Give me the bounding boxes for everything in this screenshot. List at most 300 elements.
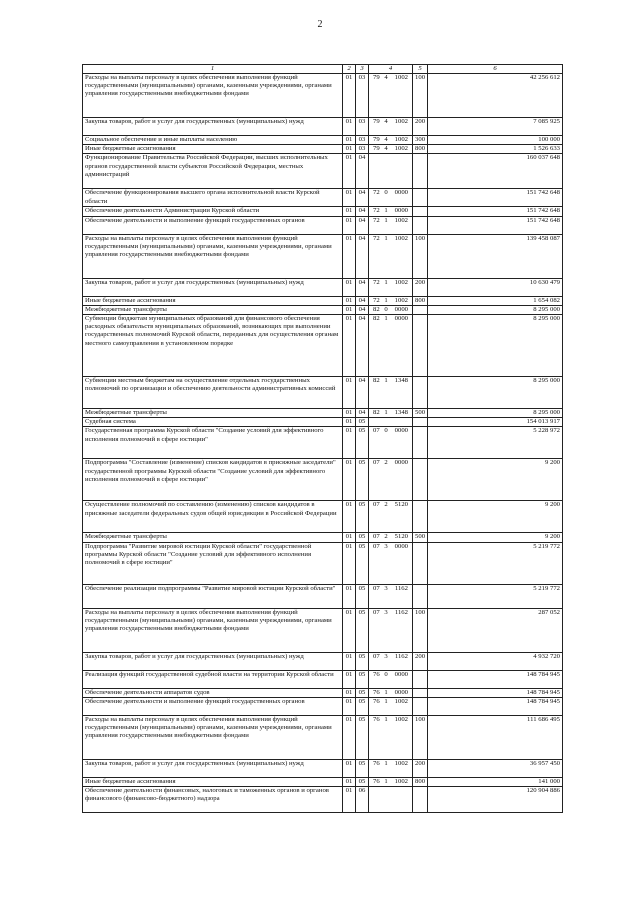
cell-csr-direction: 1002: [394, 278, 408, 286]
cell-name: Расходы на выплаты персоналу в целях обеспечения выполнения функций государственными (муниципальными) органами, казенными учреждениями, органами управления государственными внебюджетными фондами: [83, 715, 343, 759]
cell-csr: [369, 154, 413, 189]
cell-sum: 1 526 633: [428, 145, 563, 154]
cell-csr-subprogram: 0: [384, 427, 388, 435]
cell-rz: 01: [343, 697, 356, 715]
cell-name: Расходы на выплаты персоналу в целях обеспечения выполнения функций государственными (муниципальными) органами, казенными учреждениями, органами управления государственными внебюджетными фондами: [83, 74, 343, 118]
cell-rz: 01: [343, 278, 356, 296]
cell-csr-subprogram: 1: [384, 278, 388, 286]
cell-pr: 05: [356, 715, 369, 759]
cell-csr: [369, 697, 413, 715]
cell-vr: [413, 501, 428, 533]
cell-csr-subprogram: 0: [384, 189, 388, 197]
cell-name: Реализация функций государственной судебной власти на территории Курской области: [83, 670, 343, 688]
cell-vr: 300: [413, 136, 428, 145]
cell-pr: 06: [356, 787, 369, 813]
cell-csr-direction: 1002: [394, 216, 408, 224]
table-row: [83, 189, 563, 207]
cell-rz: 01: [343, 154, 356, 189]
cell-csr: [369, 278, 413, 296]
table-row: [83, 118, 563, 136]
cell-csr: [369, 305, 413, 314]
cell-csr-program: 76: [373, 670, 380, 678]
cell-csr-subprogram: 0: [384, 670, 388, 678]
cell-name: Подпрограмма "Развитие мировой юстиции Курской области" государственной программы Курской области "Создание условий для эффективного исполнения полномочий в сфере юстиции": [83, 542, 343, 584]
cell-sum: 160 037 648: [428, 154, 563, 189]
cell-vr: [413, 787, 428, 813]
table-row: [83, 409, 563, 418]
cell-csr-direction: 1162: [394, 584, 408, 592]
cell-sum: 148 784 945: [428, 697, 563, 715]
cell-sum: 151 742 648: [428, 216, 563, 234]
budget-table: [82, 64, 563, 813]
cell-sum: 151 742 648: [428, 207, 563, 216]
table-row: [83, 459, 563, 501]
cell-name: Закупка товаров, работ и услуг для государственных (муниципальных) нужд: [83, 118, 343, 136]
cell-sum: 9 200: [428, 501, 563, 533]
cell-sum: 148 784 945: [428, 670, 563, 688]
cell-csr-program: 07: [373, 608, 380, 616]
cell-pr: 05: [356, 533, 369, 542]
cell-csr-direction: 1002: [394, 759, 408, 767]
cell-rz: 01: [343, 777, 356, 786]
cell-csr-subprogram: 1: [384, 715, 388, 723]
cell-rz: 01: [343, 305, 356, 314]
cell-csr-subprogram: 1: [384, 409, 388, 417]
cell-name: Обеспечение деятельности Администрации Курской области: [83, 207, 343, 216]
cell-rz: 01: [343, 533, 356, 542]
cell-csr: [369, 216, 413, 234]
cell-sum: 287 052: [428, 608, 563, 652]
cell-name: Иные бюджетные ассигнования: [83, 145, 343, 154]
cell-csr-direction: 1348: [394, 409, 408, 417]
cell-vr: [413, 542, 428, 584]
cell-csr: [369, 145, 413, 154]
cell-rz: 01: [343, 74, 356, 118]
cell-name: Субвенции местным бюджетам на осуществление отдельных государственных полномочий по организации и обеспечению деятельности административных комиссий: [83, 377, 343, 409]
cell-csr-program: 07: [373, 501, 380, 509]
cell-csr-subprogram: 1: [384, 759, 388, 767]
cell-name: Иные бюджетные ассигнования: [83, 296, 343, 305]
cell-name: Функционирование Правительства Российской Федерации, высших исполнительных органов государственной власти субъектов Российской Федерации, местных администраций: [83, 154, 343, 189]
table-row: [83, 305, 563, 314]
cell-sum: 5 219 772: [428, 584, 563, 608]
cell-csr: [369, 315, 413, 377]
cell-csr-program: 79: [373, 145, 380, 153]
cell-csr-program: 07: [373, 459, 380, 467]
cell-csr-program: 72: [373, 216, 380, 224]
cell-pr: 05: [356, 759, 369, 777]
table-row: [83, 697, 563, 715]
table-row: [83, 418, 563, 427]
table-row: [83, 787, 563, 813]
cell-name: Подпрограмма "Составление (изменение) списков кандидатов в присяжные заседатели" государственной программы Курской области "Создание условий для эффективного исполнения полномочий в сфере юстиции": [83, 459, 343, 501]
cell-csr-direction: 1002: [394, 777, 408, 785]
table-row: [83, 154, 563, 189]
cell-csr-program: 76: [373, 759, 380, 767]
col-header-sum: 6: [428, 65, 563, 74]
cell-rz: 01: [343, 608, 356, 652]
cell-csr-direction: 0000: [394, 207, 408, 215]
table-row: [83, 216, 563, 234]
cell-sum: 111 686 495: [428, 715, 563, 759]
cell-csr-subprogram: 3: [384, 542, 388, 550]
cell-csr-program: 07: [373, 533, 380, 541]
cell-csr-program: 72: [373, 278, 380, 286]
cell-pr: 05: [356, 501, 369, 533]
table-header-row: [83, 65, 563, 74]
cell-csr: [369, 759, 413, 777]
cell-sum: 139 458 087: [428, 234, 563, 278]
cell-csr-program: 76: [373, 688, 380, 696]
cell-pr: 05: [356, 670, 369, 688]
cell-sum: 148 784 945: [428, 688, 563, 697]
cell-pr: 03: [356, 118, 369, 136]
cell-csr-direction: 0000: [394, 688, 408, 696]
cell-csr: [369, 715, 413, 759]
cell-csr-program: 82: [373, 315, 380, 323]
cell-csr-subprogram: 4: [384, 118, 388, 125]
cell-vr: [413, 459, 428, 501]
cell-csr: [369, 787, 413, 813]
cell-vr: [413, 216, 428, 234]
cell-sum: 36 957 450: [428, 759, 563, 777]
cell-csr-direction: 1002: [394, 715, 408, 723]
cell-rz: 01: [343, 418, 356, 427]
table-row: [83, 145, 563, 154]
cell-csr-subprogram: 1: [384, 688, 388, 696]
cell-csr-program: 76: [373, 697, 380, 705]
cell-name: Закупка товаров, работ и услуг для государственных (муниципальных) нужд: [83, 278, 343, 296]
cell-name: Межбюджетные трансферты: [83, 409, 343, 418]
cell-sum: 120 904 886: [428, 787, 563, 813]
col-header-rz: 2: [343, 65, 356, 74]
page-number: 2: [317, 19, 323, 30]
cell-sum: 151 742 648: [428, 189, 563, 207]
table-row: [83, 377, 563, 409]
cell-csr: [369, 136, 413, 145]
cell-csr: [369, 234, 413, 278]
cell-csr: [369, 207, 413, 216]
cell-csr-direction: 0000: [394, 305, 408, 313]
table-row: [83, 533, 563, 542]
cell-csr-subprogram: 0: [384, 305, 388, 313]
cell-pr: 04: [356, 296, 369, 305]
cell-csr-direction: 0000: [394, 542, 408, 550]
cell-rz: 01: [343, 377, 356, 409]
cell-rz: 01: [343, 759, 356, 777]
cell-rz: 01: [343, 118, 356, 136]
cell-csr-subprogram: 1: [384, 216, 388, 224]
cell-rz: 01: [343, 207, 356, 216]
cell-csr-subprogram: 1: [384, 697, 388, 705]
cell-name: Расходы на выплаты персоналу в целях обеспечения выполнения функций государственными (муниципальными) органами, казенными учреждениями, органами управления государственными внебюджетными фондами: [83, 234, 343, 278]
cell-name: Иные бюджетные ассигнования: [83, 777, 343, 786]
cell-csr-direction: 0000: [394, 189, 408, 197]
cell-pr: 05: [356, 418, 369, 427]
cell-rz: 01: [343, 688, 356, 697]
cell-rz: 01: [343, 501, 356, 533]
cell-csr-subprogram: 1: [384, 296, 388, 304]
cell-csr: [369, 377, 413, 409]
cell-csr-program: 07: [373, 584, 380, 592]
cell-csr-subprogram: 4: [384, 145, 388, 153]
cell-pr: 04: [356, 234, 369, 278]
cell-csr-program: 72: [373, 189, 380, 197]
cell-csr-program: 82: [373, 409, 380, 417]
cell-vr: 800: [413, 296, 428, 305]
cell-vr: 200: [413, 652, 428, 670]
cell-csr: [369, 670, 413, 688]
cell-vr: 100: [413, 608, 428, 652]
cell-csr-subprogram: 1: [384, 777, 388, 785]
cell-vr: 100: [413, 234, 428, 278]
cell-rz: 01: [343, 216, 356, 234]
cell-pr: 05: [356, 459, 369, 501]
cell-vr: [413, 377, 428, 409]
cell-sum: 154 013 917: [428, 418, 563, 427]
cell-pr: 03: [356, 136, 369, 145]
cell-csr: [369, 777, 413, 786]
table-row: [83, 584, 563, 608]
cell-sum: 10 630 479: [428, 278, 563, 296]
cell-csr-direction: 5120: [394, 533, 408, 541]
table-row: [83, 715, 563, 759]
table-row: [83, 234, 563, 278]
cell-vr: 500: [413, 533, 428, 542]
cell-csr-subprogram: 1: [384, 315, 388, 323]
cell-csr-direction: 1162: [394, 652, 408, 660]
cell-csr-program: 79: [373, 74, 380, 81]
table-row: [83, 136, 563, 145]
cell-csr-subprogram: 3: [384, 652, 388, 660]
cell-sum: 141 000: [428, 777, 563, 786]
cell-csr-subprogram: 1: [384, 377, 388, 385]
cell-vr: 100: [413, 715, 428, 759]
cell-pr: 05: [356, 688, 369, 697]
cell-name: Расходы на выплаты персоналу в целях обеспечения выполнения функций государственными (муниципальными) органами, казенными учреждениями, органами управления государственными внебюджетными фондами: [83, 608, 343, 652]
cell-name: Обеспечение деятельности аппаратов судов: [83, 688, 343, 697]
cell-rz: 01: [343, 670, 356, 688]
cell-pr: 04: [356, 305, 369, 314]
cell-csr-direction: 1002: [394, 296, 408, 304]
cell-csr: [369, 74, 413, 118]
cell-name: Обеспечение деятельности и выполнение функций государственных органов: [83, 697, 343, 715]
cell-vr: [413, 670, 428, 688]
cell-sum: 9 200: [428, 459, 563, 501]
table-row: [83, 207, 563, 216]
cell-sum: 4 932 720: [428, 652, 563, 670]
cell-rz: 01: [343, 296, 356, 305]
cell-vr: [413, 189, 428, 207]
cell-name: Осуществление полномочий по составлению (изменению) списков кандидатов в присяжные заседатели федеральных судов общей юрисдикции в Российской Федерации: [83, 501, 343, 533]
col-header-csr: 4: [369, 65, 413, 74]
cell-rz: 01: [343, 234, 356, 278]
table-row: [83, 74, 563, 118]
cell-csr-program: 79: [373, 136, 380, 143]
cell-csr-program: 79: [373, 118, 380, 125]
cell-rz: 01: [343, 715, 356, 759]
col-header-name: 1: [83, 65, 343, 74]
cell-rz: 01: [343, 409, 356, 418]
cell-name: Закупка товаров, работ и услуг для государственных (муниципальных) нужд: [83, 652, 343, 670]
cell-csr-direction: 5120: [394, 501, 408, 509]
cell-rz: 01: [343, 189, 356, 207]
cell-csr-program: 07: [373, 652, 380, 660]
cell-pr: 04: [356, 189, 369, 207]
cell-csr-direction: 1002: [394, 74, 408, 81]
cell-vr: [413, 688, 428, 697]
cell-sum: 8 295 000: [428, 315, 563, 377]
cell-rz: 01: [343, 787, 356, 813]
cell-csr-direction: 1162: [394, 608, 408, 616]
cell-rz: 01: [343, 459, 356, 501]
cell-name: Закупка товаров, работ и услуг для государственных (муниципальных) нужд: [83, 759, 343, 777]
cell-vr: 800: [413, 777, 428, 786]
cell-csr-subprogram: 1: [384, 207, 388, 215]
table-row: [83, 759, 563, 777]
cell-csr-program: 07: [373, 542, 380, 550]
cell-csr: [369, 189, 413, 207]
cell-rz: 01: [343, 427, 356, 459]
cell-csr: [369, 652, 413, 670]
table-row: [83, 652, 563, 670]
cell-csr: [369, 688, 413, 697]
table-row: [83, 670, 563, 688]
cell-csr: [369, 501, 413, 533]
cell-pr: 04: [356, 216, 369, 234]
table-row: [83, 315, 563, 377]
table-body: [83, 74, 563, 813]
cell-name: Обеспечение деятельности и выполнение функций государственных органов: [83, 216, 343, 234]
cell-rz: 01: [343, 315, 356, 377]
cell-csr-program: 76: [373, 715, 380, 723]
cell-csr: [369, 409, 413, 418]
cell-csr: [369, 608, 413, 652]
cell-pr: 05: [356, 777, 369, 786]
table-row: [83, 296, 563, 305]
cell-name: Обеспечение функционирования высшего органа исполнительной власти Курской области: [83, 189, 343, 207]
cell-csr-program: 82: [373, 377, 380, 385]
cell-csr-program: 76: [373, 777, 380, 785]
table-row: [83, 427, 563, 459]
cell-csr-direction: 1002: [394, 136, 408, 143]
table-row: [83, 777, 563, 786]
cell-name: Межбюджетные трансферты: [83, 305, 343, 314]
cell-csr-program: 82: [373, 305, 380, 313]
table-row: [83, 501, 563, 533]
cell-csr-direction: 1348: [394, 377, 408, 385]
cell-sum: 8 295 000: [428, 377, 563, 409]
cell-csr-direction: 0000: [394, 315, 408, 323]
cell-csr-direction: 1002: [394, 697, 408, 705]
cell-pr: 05: [356, 652, 369, 670]
cell-vr: [413, 418, 428, 427]
cell-sum: 9 200: [428, 533, 563, 542]
cell-rz: 01: [343, 584, 356, 608]
cell-name: Судебная система: [83, 418, 343, 427]
cell-pr: 04: [356, 409, 369, 418]
cell-pr: 04: [356, 315, 369, 377]
table-row: [83, 608, 563, 652]
cell-rz: 01: [343, 542, 356, 584]
cell-csr-subprogram: 2: [384, 459, 388, 467]
cell-csr-program: 72: [373, 207, 380, 215]
cell-csr-subprogram: 2: [384, 533, 388, 541]
cell-pr: 03: [356, 145, 369, 154]
cell-csr-subprogram: 2: [384, 501, 388, 509]
cell-vr: [413, 697, 428, 715]
cell-csr: [369, 296, 413, 305]
cell-rz: 01: [343, 145, 356, 154]
cell-pr: 04: [356, 207, 369, 216]
cell-csr-subprogram: 3: [384, 608, 388, 616]
cell-name: Социальное обеспечение и иные выплаты населению: [83, 136, 343, 145]
cell-csr-subprogram: 4: [384, 136, 388, 143]
cell-csr: [369, 533, 413, 542]
table-row: [83, 688, 563, 697]
cell-csr: [369, 459, 413, 501]
col-header-pr: 3: [356, 65, 369, 74]
table-row: [83, 278, 563, 296]
cell-csr: [369, 418, 413, 427]
cell-csr: [369, 542, 413, 584]
cell-name: Обеспечение деятельности финансовых, налоговых и таможенных органов и органов финансового (финансово-бюджетного) надзора: [83, 787, 343, 813]
cell-csr-program: 72: [373, 234, 380, 242]
cell-csr-subprogram: 4: [384, 74, 388, 81]
cell-vr: [413, 315, 428, 377]
cell-sum: 100 000: [428, 136, 563, 145]
cell-csr: [369, 427, 413, 459]
cell-csr-direction: 1002: [394, 145, 408, 153]
cell-vr: 800: [413, 145, 428, 154]
cell-rz: 01: [343, 136, 356, 145]
cell-vr: [413, 305, 428, 314]
cell-sum: 5 228 972: [428, 427, 563, 459]
cell-name: Обеспечение реализации подпрограммы "Развитие мировой юстиции Курской области": [83, 584, 343, 608]
col-header-vr: 5: [413, 65, 428, 74]
cell-pr: 03: [356, 74, 369, 118]
cell-name: Межбюджетные трансферты: [83, 533, 343, 542]
cell-sum: 5 219 772: [428, 542, 563, 584]
cell-vr: 200: [413, 759, 428, 777]
cell-pr: 05: [356, 542, 369, 584]
cell-pr: 04: [356, 278, 369, 296]
cell-vr: [413, 584, 428, 608]
cell-sum: 8 295 000: [428, 305, 563, 314]
cell-name: Субвенции бюджетам муниципальных образований для финансового обеспечения расходных обязательств муниципальных образований, возникающих при выполнении государственных полномочий Курской области, переданных для осуществления органам местного самоуправления в установленном порядке: [83, 315, 343, 377]
cell-csr-program: 07: [373, 427, 380, 435]
cell-vr: 100: [413, 74, 428, 118]
cell-csr-program: 72: [373, 296, 380, 304]
cell-name: Государственная программа Курской области "Создание условий для эффективного исполнения полномочий в сфере юстиции": [83, 427, 343, 459]
cell-pr: 04: [356, 377, 369, 409]
cell-sum: 7 085 925: [428, 118, 563, 136]
cell-sum: 8 295 000: [428, 409, 563, 418]
cell-vr: [413, 207, 428, 216]
cell-csr-direction: 0000: [394, 670, 408, 678]
cell-pr: 04: [356, 154, 369, 189]
cell-vr: [413, 427, 428, 459]
cell-csr-direction: 0000: [394, 427, 408, 435]
cell-csr-subprogram: 1: [384, 234, 388, 242]
cell-vr: 500: [413, 409, 428, 418]
cell-csr-direction: 0000: [394, 459, 408, 467]
cell-pr: 05: [356, 584, 369, 608]
cell-pr: 05: [356, 697, 369, 715]
cell-csr: [369, 584, 413, 608]
cell-pr: 05: [356, 427, 369, 459]
cell-csr: [369, 118, 413, 136]
